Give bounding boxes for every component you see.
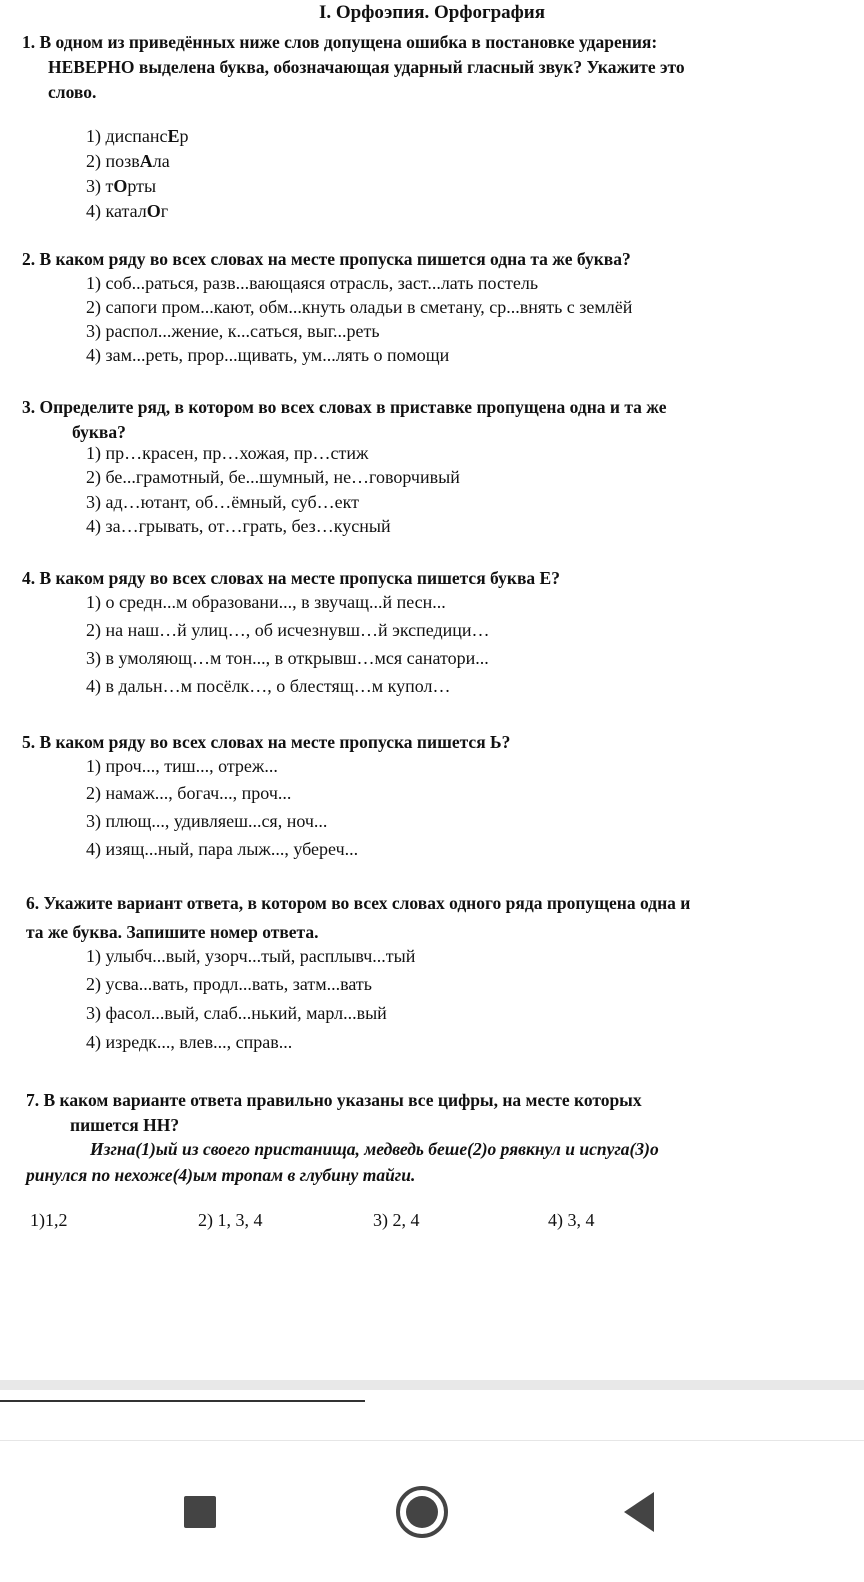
question-7-sentence <box>26 1136 854 1188</box>
question-4-option-3: 3) в умоляющ…м тон..., в открывш…мся санатори... <box>86 648 489 668</box>
question-6-line-1: 6. Укажите вариант ответа, в котором во всех словах одного ряда пропущена одна и <box>26 893 691 913</box>
question-5: 5. В каком ряду во всех словах на месте пропуска пишется Ь? <box>22 732 511 752</box>
question-4-option-4: 4) в дальн…м посёлк…, о блестящ…м купол… <box>86 676 451 696</box>
question-3-option-2: 2) бе...грамотный, бе...шумный, не…говорчивый <box>86 467 460 487</box>
question-2: 2. В каком ряду во всех словах на месте пропуска пишется одна та же буква? <box>22 249 631 269</box>
question-6-line-2: та же буква. Запишите номер ответа. <box>26 922 319 942</box>
android-navigation-bar <box>0 1440 864 1582</box>
square-recents-icon <box>180 1492 220 1532</box>
question-7-answer-1: 1)1,2 <box>30 1210 68 1230</box>
question-7 <box>26 1088 854 1138</box>
question-5-option-4: 4) изящ...ный, пара лыж..., убереч... <box>86 839 359 859</box>
question-5-option-2: 2) намаж..., богач..., проч... <box>86 783 292 803</box>
question-7-sentence-line-2: ринулся по нехоже(4)ым тропам в глубину тайги. <box>26 1165 416 1185</box>
recents-button[interactable] <box>140 1441 260 1582</box>
question-3-line-2: буква? <box>72 422 126 442</box>
question-1-option-3: 3) тОрты <box>86 176 157 196</box>
question-2-option-1: 1) соб...раться, разв...вающаяся отрасль, заст...лать постель <box>86 273 539 293</box>
question-5-option-1: 1) проч..., тиш..., отреж... <box>86 756 278 776</box>
question-2-option-4: 4) зам...реть, прор...щивать, ум...лять о помощи <box>86 345 450 365</box>
question-2-option-2: 2) сапоги пром...кают, обм...кнуть оладьи в сметану, ср...внять с землёй <box>86 297 633 317</box>
question-1-option-4: 4) каталОг <box>86 201 169 221</box>
question-6-option-4: 4) изредк..., влев..., справ... <box>86 1032 293 1052</box>
question-6 <box>26 889 854 947</box>
question-1-line-1: 1. В одном из приведённых ниже слов допущена ошибка в постановке ударения: <box>22 32 658 52</box>
question-3-option-1: 1) пр…красен, пр…хожая, пр…стиж <box>86 443 369 463</box>
question-3-line-1: 3. Определите ряд, в котором во всех словах в приставке пропущена одна и та же <box>22 397 667 417</box>
question-1-option-1: 1) диспансЕр <box>86 126 189 146</box>
circle-home-icon <box>394 1484 450 1540</box>
question-7-line-2: пишется НН? <box>70 1115 180 1135</box>
question-6-option-2: 2) усва...вать, продл...вать, затм...вать <box>86 974 372 994</box>
question-3-option-4: 4) за…грывать, от…грать, без…кусный <box>86 516 391 536</box>
triangle-back-icon <box>620 1490 660 1534</box>
page-bottom-edge <box>0 1380 864 1390</box>
question-7-sentence-line-1: Изгна(1)ый из своего пристанища, медведь беше(2)о рявкнул и испуга(3)о <box>90 1139 659 1159</box>
question-7-answer-3: 3) 2, 4 <box>373 1210 420 1230</box>
question-4-option-2: 2) на наш…й улиц…, об исчезнувш…й экспедици… <box>86 620 490 640</box>
question-1-option-2: 2) позвАла <box>86 151 170 171</box>
question-3 <box>22 395 852 445</box>
question-7-line-1: 7. В каком варианте ответа правильно указаны все цифры, на месте которых <box>26 1090 642 1110</box>
divider-line <box>0 1400 365 1402</box>
question-4-option-1: 1) о средн...м образовани..., в звучащ...й песн... <box>86 592 446 612</box>
question-3-option-3: 3) ад…ютант, об…ёмный, суб…ект <box>86 492 360 512</box>
question-1-line-3: слово. <box>48 82 97 102</box>
question-1 <box>22 30 852 105</box>
question-1-line-2: НЕВЕРНО выделена буква, обозначающая ударный гласный звук? Укажите это <box>48 57 685 77</box>
question-6-option-3: 3) фасол...вый, слаб...нький, марл...вый <box>86 1003 387 1023</box>
question-7-answer-4: 4) 3, 4 <box>548 1210 595 1230</box>
question-2-option-3: 3) распол...жение, к...саться, выг...реть <box>86 321 380 341</box>
home-button[interactable] <box>362 1441 482 1582</box>
question-7-answer-2: 2) 1, 3, 4 <box>198 1210 263 1230</box>
question-5-option-3: 3) плющ..., удивляеш...ся, ноч... <box>86 811 328 831</box>
page-title: I. Орфоэпия. Орфография <box>318 2 546 23</box>
question-6-option-1: 1) улыбч...вый, узорч...тый, расплывч...тый <box>86 946 416 966</box>
question-4: 4. В каком ряду во всех словах на месте пропуска пишется буква Е? <box>22 568 560 588</box>
back-button[interactable] <box>580 1441 700 1582</box>
